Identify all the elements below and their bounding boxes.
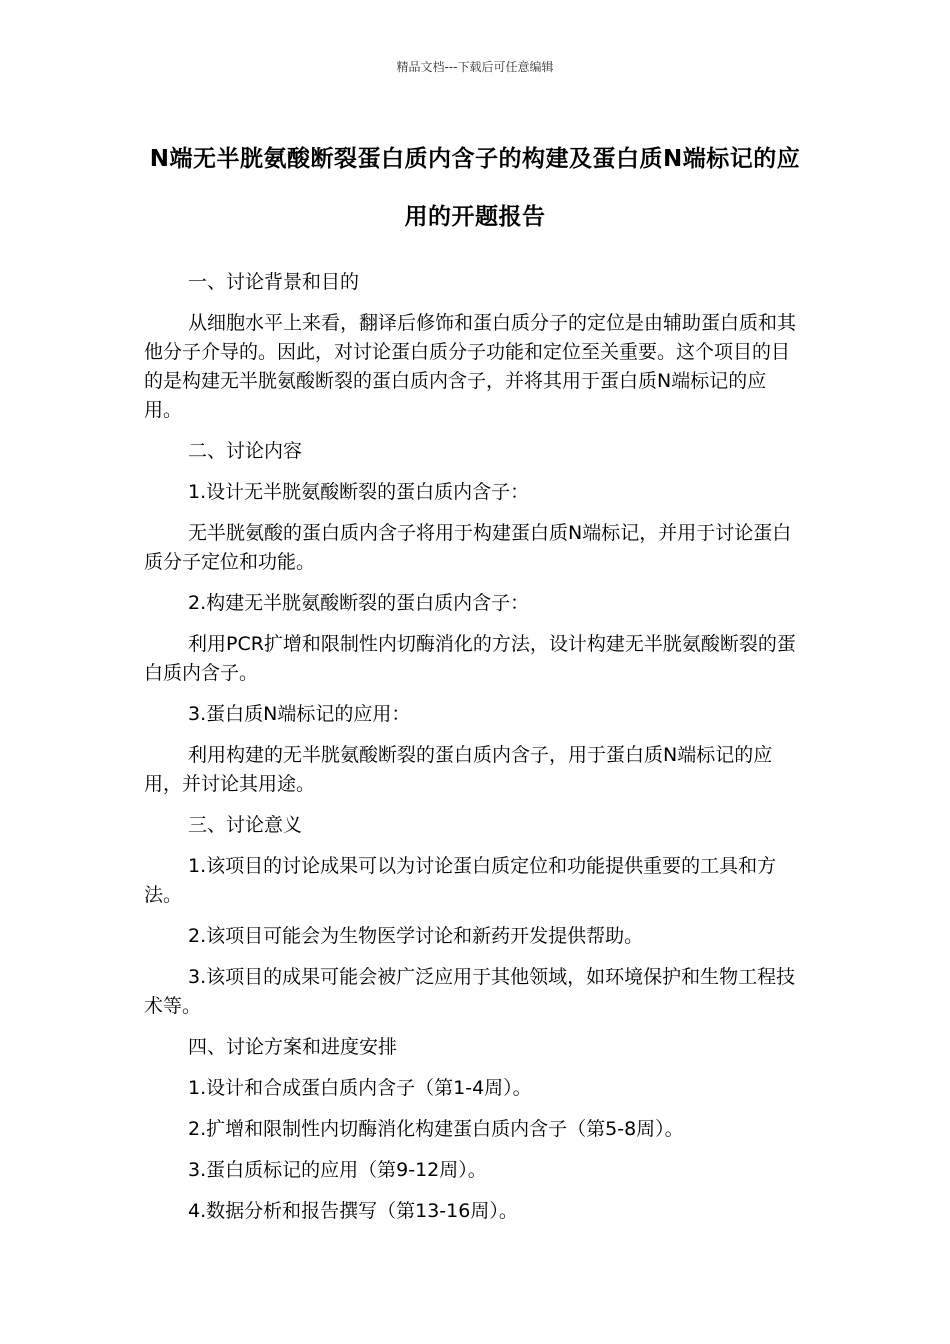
schedule-item-3: 3.蛋白质标记的应用（第9-12周）。 xyxy=(188,1159,487,1181)
content-item-1-heading: 1.设计无半胱氨酸断裂的蛋白质内含子： xyxy=(188,481,530,503)
section-heading-schedule: 四、讨论方案和进度安排 xyxy=(188,1036,398,1058)
content-item-1-text: 无半胱氨酸的蛋白质内含子将用于构建蛋白质N端标记，并用于讨论蛋白质分子定位和功能。 xyxy=(144,522,792,573)
page-header: 精品文档---下载后可任意编辑 xyxy=(396,60,554,74)
document-body xyxy=(144,268,804,1238)
schedule-item-1: 1.设计和合成蛋白质内含子（第1-4周）。 xyxy=(188,1077,532,1099)
content-item-2-heading: 2.构建无半胱氨酸断裂的蛋白质内含子： xyxy=(188,592,530,614)
section-heading-background: 一、讨论背景和目的 xyxy=(188,271,360,293)
schedule-item-4: 4.数据分析和报告撰写（第13-16周）。 xyxy=(188,1200,518,1222)
section-heading-content: 二、讨论内容 xyxy=(188,440,303,462)
content-item-2-text: 利用PCR扩增和限制性内切酶消化的方法，设计构建无半胱氨酸断裂的蛋白质内含子。 xyxy=(144,633,796,684)
content-item-3-heading: 3.蛋白质N端标记的应用： xyxy=(188,703,411,725)
significance-item-1: 1.该项目的讨论成果可以为讨论蛋白质定位和功能提供重要的工具和方法。 xyxy=(144,855,777,906)
paragraph-background: 从细胞水平上来看，翻译后修饰和蛋白质分子的定位是由辅助蛋白质和其他分子介导的。因此，对讨论蛋白质分子功能和定位至关重要。这个项目的目的是构建无半胱氨酸断裂的蛋白质内含子，并将其用于蛋白质N端标记的应用。 xyxy=(144,312,797,421)
schedule-item-2: 2.扩增和限制性内切酶消化构建蛋白质内含子（第5-8周）。 xyxy=(188,1118,684,1140)
significance-item-2: 2.该项目可能会为生物医学讨论和新药开发提供帮助。 xyxy=(188,925,644,947)
significance-item-3: 3.该项目的成果可能会被广泛应用于其他领域，如环境保护和生物工程技术等。 xyxy=(144,966,796,1017)
section-heading-significance: 三、讨论意义 xyxy=(188,814,303,836)
document-title: N端无半胱氨酸断裂蛋白质内含子的构建及蛋白质N端标记的应用的开题报告 xyxy=(149,146,801,230)
content-item-3-text: 利用构建的无半胱氨酸断裂的蛋白质内含子，用于蛋白质N端标记的应用，并讨论其用途。 xyxy=(144,744,773,795)
